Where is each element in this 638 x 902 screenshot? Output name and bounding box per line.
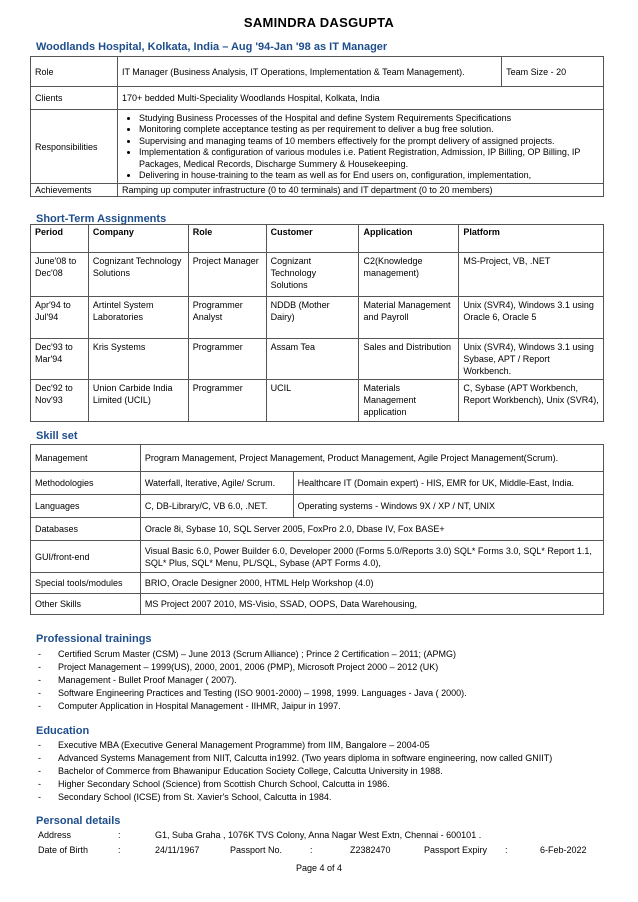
short-term-heading: Short-Term Assignments [36,213,167,225]
responsibilities-label: Responsibilities [31,110,118,184]
list-item: - Executive MBA (Executive General Management Programme) from IIM, Bangalore – 2004-05 [38,739,552,752]
table-row [31,87,604,110]
passport-expiry-value: 6-Feb-2022 [540,845,587,855]
colon: : [505,845,508,855]
responsibilities-cell [117,110,603,184]
table-row [31,57,604,87]
table-cell: Programmer [188,380,266,422]
skill-label: Languages [31,495,141,518]
table-cell: Unix (SVR4), Windows 3.1 using Sybase, APT / Report Workbench. [459,339,604,380]
candidate-name: SAMINDRA DASGUPTA [243,15,395,30]
column-header: Role [188,225,266,253]
list-item: • Monitoring complete acceptance testing as per requirement to deliver a bug free solution. [139,124,599,135]
table-cell: Sales and Distribution [359,339,459,380]
table-cell: Dec'92 to Nov'93 [31,380,89,422]
table-row [31,541,604,573]
column-header: Period [31,225,89,253]
list-item: - Management - Bullet Proof Manager ( 2007). [38,674,467,687]
table-row [31,339,604,380]
skill-value: C, DB-Library/C, VB 6.0, .NET. [140,495,293,518]
education-heading: Education [36,725,90,737]
role-value: IT Manager (Business Analysis, IT Operations, Implementation & Team Management). [117,57,501,87]
colon: : [118,830,121,840]
skill-value: BRIO, Oracle Designer 2000, HTML Help Workshop (4.0) [140,573,603,594]
table-row [31,495,604,518]
address-value: G1, Suba Graha , 1076K TVS Colony, Anna Nagar West Extn, Chennai - 600101 . [155,830,482,840]
list-item: - Higher Secondary School (Science) from Scottish Church School, Calcutta in 1986. [38,778,552,791]
list-item: - Secondary School (ICSE) from St. Xavier's School, Calcutta in 1984. [38,791,552,804]
role-label: Role [31,57,118,87]
table-row [31,184,604,197]
trainings-heading: Professional trainings [36,633,152,645]
table-cell: C, Sybase (APT Workbench, Report Workbench), Unix (SVR4), [459,380,604,422]
table-cell: Programmer [188,339,266,380]
list-item: - Computer Application in Hospital Management - IIHMR, Jaipur in 1997. [38,700,467,713]
skill-label: Databases [31,518,141,541]
short-term-table [30,224,604,422]
colon: : [118,845,121,855]
table-row [31,472,604,495]
skill-value: MS Project 2007 2010, MS-Visio, SSAD, OOPS, Data Warehousing, [140,594,603,615]
list-item: • Delivering in house-training to the team as well as for End users on, configuration, implementation, [139,170,599,181]
skill-value: Healthcare IT (Domain expert) - HIS, EMR for UK, Middle-East, India. [293,472,603,495]
table-row [31,573,604,594]
table-cell: Union Carbide India Limited (UCIL) [88,380,188,422]
address-label: Address [38,830,72,840]
column-header: Customer [266,225,359,253]
table-cell: Cognizant Technology Solutions [88,253,188,297]
table-cell: Cognizant Technology Solutions [266,253,359,297]
column-header: Company [88,225,188,253]
table-cell: Project Manager [188,253,266,297]
skills-table [30,444,604,615]
column-header: Platform [459,225,604,253]
skill-value: Waterfall, Iterative, Agile/ Scrum. [140,472,293,495]
skill-label: GUI/front-end [31,541,141,573]
skill-value: Oracle 8i, Sybase 10, SQL Server 2005, FoxPro 2.0, Dbase IV, Fox BASE+ [140,518,603,541]
table-row [31,518,604,541]
skills-heading: Skill set [36,430,78,442]
table-cell: Material Management and Payroll [359,297,459,339]
list-item: • Implementation & configuration of various modules i.e. Patient Registration, Admission, IP Billing, OP Billing, IP Packages, Medical Records, Discharge Summery & Housekeeping. [139,147,599,170]
passport-expiry-label: Passport Expiry [424,845,488,855]
column-header: Application [359,225,459,253]
table-cell: Materials Management application [359,380,459,422]
skill-value: Visual Basic 6.0, Power Builder 6.0, Developer 2000 (Forms 5.0/Reports 3.0) SQL* Forms 3.0, SQL* Report 1.1, SQL* Plus, SQL* Menu, PL/SQL, Sybase (APT Forms 4.0), [140,541,603,573]
achievements-value: Ramping up computer infrastructure (0 to 40 terminals) and IT department (0 to 20 members) [117,184,603,197]
passport-value: Z2382470 [350,845,391,855]
dob-value: 24/11/1967 [155,845,200,855]
page-footer: Page 4 of 4 [295,863,343,873]
table-row [31,445,604,472]
clients-value: 170+ bedded Multi-Speciality Woodlands Hospital, Kolkata, India [117,87,603,110]
table-row [31,380,604,422]
passport-label: Passport No. [230,845,283,855]
list-item: • Studying Business Processes of the Hospital and define System Requirements Specifications [139,113,599,124]
table-cell: C2(Knowledge management) [359,253,459,297]
table-cell: Artintel System Laboratories [88,297,188,339]
table-header-row [31,225,604,253]
team-size: Team Size - 20 [502,57,604,87]
table-cell: Kris Systems [88,339,188,380]
table-cell: MS-Project, VB, .NET [459,253,604,297]
achievements-label: Achievements [31,184,118,197]
skill-value: Program Management, Project Management, Product Management, Agile Project Management(Scrum). [140,445,603,472]
table-cell: Assam Tea [266,339,359,380]
list-item: - Certified Scrum Master (CSM) – June 2013 (Scrum Alliance) ; Prince 2 Certification – 2011; (APMG) [38,648,467,661]
table-cell: Apr'94 to Jul'94 [31,297,89,339]
table-row [31,110,604,184]
skill-value: Operating systems - Windows 9X / XP / NT, UNIX [293,495,603,518]
list-item: - Bachelor of Commerce from Bhawanipur Education Society College, Calcutta University in 1988. [38,765,552,778]
woodlands-table [30,56,604,197]
list-item: - Software Engineering Practices and Testing (ISO 9001-2000) – 1998, 1999. Languages - Java ( 2000). [38,687,467,700]
education-list [38,739,552,804]
list-item: - Advanced Systems Management from NIIT, Calcutta in1992. (Two years diploma in software engineering, now called GNIIT) [38,752,552,765]
trainings-list [38,648,467,713]
table-cell: Programmer Analyst [188,297,266,339]
table-cell: Unix (SVR4), Windows 3.1 using Oracle 6, Oracle 5 [459,297,604,339]
skill-label: Management [31,445,141,472]
table-cell: UCIL [266,380,359,422]
skill-label: Special tools/modules [31,573,141,594]
table-row [31,253,604,297]
list-item: - Project Management – 1999(US), 2000, 2001, 2006 (PMP), Microsoft Project 2000 – 2012 (UK) [38,661,467,674]
woodlands-heading: Woodlands Hospital, Kolkata, India – Aug '94-Jan '98 as IT Manager [36,41,388,53]
table-row [31,297,604,339]
colon: : [310,845,313,855]
skill-label: Methodologies [31,472,141,495]
clients-label: Clients [31,87,118,110]
list-item: • Supervising and managing teams of 10 members effectively for the prompt delivery of assigned projects. [139,136,599,147]
table-cell: NDDB (Mother Dairy) [266,297,359,339]
personal-heading: Personal details [36,815,121,827]
responsibilities-list [122,113,599,181]
table-cell: June'08 to Dec'08 [31,253,89,297]
table-cell: Dec'93 to Mar'94 [31,339,89,380]
table-row [31,594,604,615]
skill-label: Other Skills [31,594,141,615]
dob-label: Date of Birth [38,845,89,855]
